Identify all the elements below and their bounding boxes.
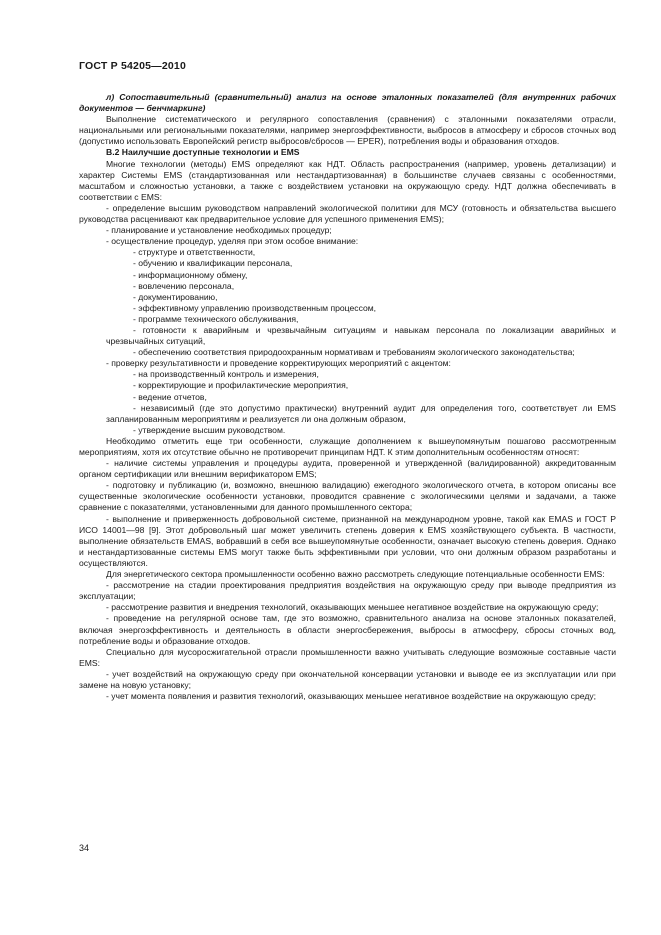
sub-list-item: - программе технического обслуживания, <box>133 313 299 324</box>
list-item: - проверку результативности и проведение корректирующих мероприятий с акцентом: <box>106 358 451 369</box>
sub-list-item: - обучению и квалификации персонала, <box>133 258 293 269</box>
list-item: - учет момента появления и развития технологий, оказывающих меньшее негативное воздействие на окружающую среду; <box>106 691 597 702</box>
document-body <box>79 92 616 702</box>
list-item: - рассмотрение развития и внедрения технологий, оказывающих меньшее негативное воздействие на окружающую среду; <box>106 602 599 613</box>
list-item: - подготовку и публикацию (и, возможно, внешнюю валидацию) ежегодного экологического отчета, в котором описаны все существенные экологические особенности установки, проводится сравнение с экологическими целями и задачами, а также сравнение с показателями, установленными для данного промышленного сектора; <box>79 480 616 513</box>
section-heading-benchmarking: л) Сопоставительный (сравнительный) анализ на основе эталонных показателей (для внутренних рабочих документов — бенчмаркинг) <box>79 92 616 114</box>
paragraph: Необходимо отметить еще три особенности, служащие дополнением к вышеупомянутым пошагово рассмотренным мероприятиям, хотя их отсутствие обычно не противоречит принципам НДТ. К этим дополнительным особенностям относят: <box>79 435 616 457</box>
sub-list-item: - корректирующие и профилактические мероприятия, <box>133 380 349 391</box>
sub-list-item: - структуре и ответственности, <box>133 247 256 258</box>
sub-list-item: - эффективному управлению производственным процессом, <box>133 302 377 313</box>
list-item: - проведение на регулярной основе там, где это возможно, сравнительного анализа на основе эталонных показателей, включая энергоэффективность и деятельность в области энергосбережения, выбросы в атмосферу, сбросы сточных вод, потребление воды и образование отходов. <box>79 613 616 646</box>
list-item: - рассмотрение на стадии проектирования предприятия воздействия на окружающую среду при выводе предприятия из эксплуатации; <box>79 580 616 602</box>
sub-list-item: - информационному обмену, <box>133 269 248 280</box>
list-item: - осуществление процедур, уделяя при этом особое внимание: <box>106 236 359 247</box>
list-item: - планирование и установление необходимых процедур; <box>106 225 332 236</box>
sub-list-item: - ведение отчетов, <box>133 391 207 402</box>
list-item: - определение высшим руководством направлений экологической политики для МСУ (готовность и обязательства высшего руководства расценивают как предварительное условие для успешного применения EMS); <box>79 202 616 225</box>
list-item: - наличие системы управления и процедуры аудита, проверенной и утвержденной (валидированной) аккредитованным органом сертификации или внешним верификатором EMS; <box>79 458 616 480</box>
list-item: - выполнение и приверженность добровольной системе, признанной на международном уровне, такой как EMAS и ГОСТ Р ИСО 14001—98 [9]. Этот добровольный шаг может увеличить степень доверия к EMS хозяйствующего субъекта. В частности, выполнение обязательств EMAS, вобравший в себя все вышеупомянутые особенности, означает высокую степень доверия. Однако и нестандартизованные системы EMS могут также быть эффективными при условии, что они должным образом разработаны и осуществляются. <box>79 513 616 568</box>
paragraph: Специально для мусоросжигательной отрасли промышленности важно учитывать следующие возможные составные части EMS: <box>79 646 616 668</box>
section-heading-bat-ems: В.2 Наилучшие доступные технологии и EMS <box>106 147 300 158</box>
sub-list-item: - независимый (где это допустимо практически) внутренний аудит для определения того, соответствует ли EMS запланированным мероприятиям и реализуется ли она должным образом, <box>106 402 616 424</box>
page-number: 34 <box>79 843 90 853</box>
paragraph: Для энергетического сектора промышленности особенно важно рассмотреть следующие потенциальные особенности EMS: <box>106 569 605 580</box>
sub-list-item: - готовности к аварийным и чрезвычайным ситуациям и навыкам персонала по локализации аварийных и чрезвычайных ситуаций, <box>106 324 616 347</box>
sub-list-item: - вовлечению персонала, <box>133 280 235 291</box>
sub-list-item: - утверждение высшим руководством. <box>133 424 286 435</box>
sub-list-item: - на производственный контроль и измерения, <box>133 369 319 380</box>
sub-list-item: - обеспечению соответствия природоохранным нормативам и требованиям экологического законодательства; <box>133 347 575 358</box>
list-item: - учет воздействий на окружающую среду при окончательной консервации установки и выводе ее из эксплуатации или при замене на новую установку; <box>79 668 616 690</box>
paragraph: Многие технологии (методы) EMS определяют как НДТ. Область распространения (например, уровень детализации) и характер Системы EMS (стандартизованная или нестандартизованная) в большинстве случаев связаны с особенностями, масштабом и сложностью установки, а также с воздействием установки на окружающую среду. НДТ должна обеспечивать в соответствии с EMS: <box>79 158 616 202</box>
sub-list-item: - документированию, <box>133 291 218 302</box>
document-header: ГОСТ Р 54205—2010 <box>79 60 187 72</box>
paragraph: Выполнение систематического и регулярного сопоставления (сравнения) с эталонными показателями отрасли, национальными или региональными показателями, например энергоэффективности, выбросов в атмосферу и сбросов сточных вод (допустимо использовать Европейский регистр выбросов/сбросов — EPER), потребления воды и образования отходов. <box>79 114 616 147</box>
